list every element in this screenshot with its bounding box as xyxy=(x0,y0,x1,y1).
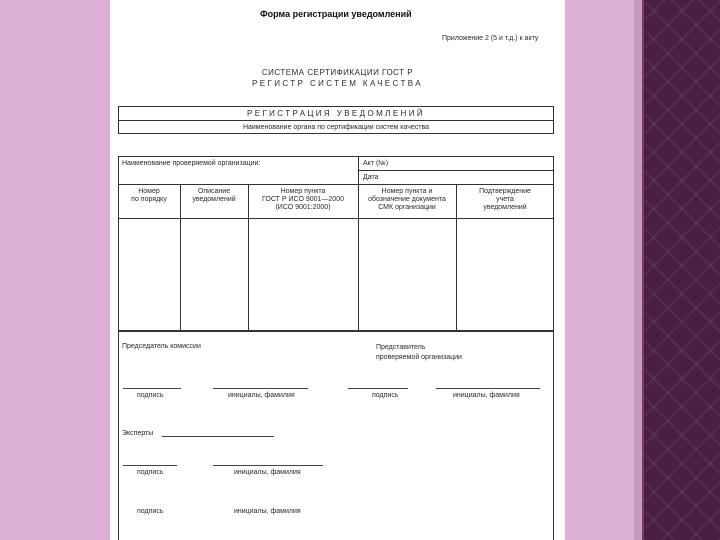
column-header-qms-document: Номер пункта и обозначение документа СМК организации xyxy=(368,188,446,212)
initials-caption: инициалы, фамилия xyxy=(453,392,520,399)
initials-caption: инициалы, фамилия xyxy=(234,508,301,515)
divider xyxy=(118,184,554,185)
initials-caption: инициалы, фамилия xyxy=(228,392,295,399)
signature-line xyxy=(123,465,177,466)
register-header: РЕГИСТРАЦИЯ УВЕДОМЛЕНИЙ xyxy=(246,109,426,118)
decorative-side-panel xyxy=(642,0,720,540)
signature-line xyxy=(162,436,274,437)
certification-body-name: Наименование органа по сертификации систем качества xyxy=(242,124,430,131)
column-header-description: Описание уведомлений xyxy=(192,188,236,204)
signature-line xyxy=(213,465,323,466)
system-name: СИСТЕМА СЕРТИФИКАЦИИ ГОСТ Р xyxy=(261,68,414,77)
column-header-confirmation: Подтверждение учета уведомлений xyxy=(479,188,531,212)
signature-caption: подпись xyxy=(372,392,399,399)
signature-line xyxy=(436,388,540,389)
form-page xyxy=(110,0,565,540)
column-header-number: Номер по порядку xyxy=(131,188,167,204)
notifications-table xyxy=(118,156,554,331)
register-name: РЕГИСТР СИСТЕМ КАЧЕСТВА xyxy=(252,79,423,88)
representative-label: Представитель проверяемой организации xyxy=(376,344,462,362)
initials-caption: инициалы, фамилия xyxy=(234,469,301,476)
date-label: Дата xyxy=(363,174,379,181)
experts-label: Эксперты xyxy=(122,430,154,437)
column-header-gost-clause: Номер пункта ГОСТ Р ИСО 9001—2000 (ИСО 9001:2000) xyxy=(262,188,344,212)
divider xyxy=(180,184,181,331)
org-name-label: Наименование проверяемой организации: xyxy=(122,160,261,167)
signature-line xyxy=(123,388,181,389)
signature-caption: подпись xyxy=(137,508,164,515)
chairman-label: Председатель комиссии xyxy=(122,343,201,350)
appendix-note: Приложение 2 (5 и т.д.) к акту xyxy=(442,35,539,42)
divider xyxy=(118,120,554,121)
divider xyxy=(118,218,554,219)
divider xyxy=(358,156,359,331)
signature-line xyxy=(213,388,308,389)
signature-caption: подпись xyxy=(137,469,164,476)
form-title: Форма регистрации уведомлений xyxy=(260,9,412,19)
act-number-label: Акт (№) xyxy=(363,160,389,167)
decorative-strip xyxy=(634,0,642,540)
signature-caption: подпись xyxy=(137,392,164,399)
divider xyxy=(358,170,554,171)
signature-line xyxy=(348,388,408,389)
